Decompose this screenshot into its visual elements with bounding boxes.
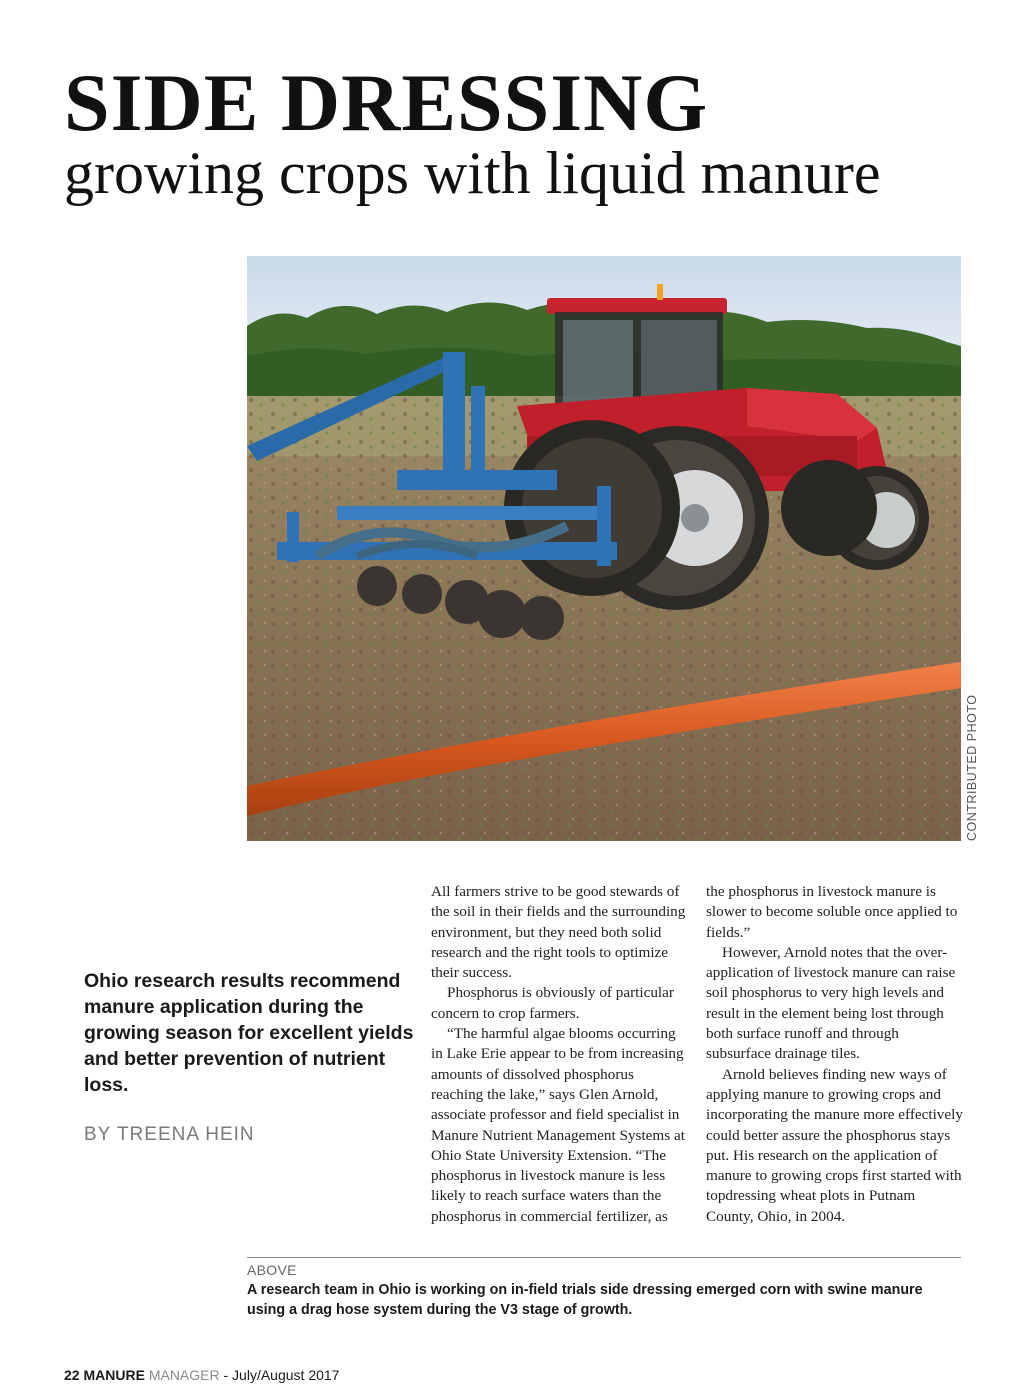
caption-label: ABOVE (247, 1262, 297, 1278)
body-column-2 (706, 882, 964, 1227)
subheadline: growing crops with liquid manure (64, 140, 881, 206)
photo-caption: A research team in Ohio is working on in-field trials side dressing emerged corn with swine manure using a drag hose system during the V3 stage of growth. (247, 1282, 923, 1318)
page-number: 22 (64, 1367, 80, 1383)
issue-date: - July/August 2017 (219, 1367, 340, 1383)
body-column-1 (431, 882, 689, 1227)
article-deck: Ohio research results recommend manure application during the growing season for excellent yields and better prevention of nutrient loss. (84, 970, 414, 1096)
byline: BY TREENA HEIN (84, 1124, 255, 1145)
page-footer (64, 1367, 339, 1383)
paragraph: Arnold believes finding new ways of applying manure to growing crops and incorporating the manure more effectively could better assure the phosphorus stays put. His research on the application of manure to growing crops first started with topdressing wheat plots in Putnam County, Ohio, in 2004. (706, 1065, 963, 1225)
paragraph: Phosphorus is obviously of particular concern to crop farmers. (431, 984, 674, 1022)
magazine-name-light: MANAGER (148, 1367, 220, 1383)
paragraph: However, Arnold notes that the over-application of livestock manure can raise soil phosphorus to very high levels and result in the element being lost through both surface runoff and through subsurface drainage tiles. (706, 943, 956, 1063)
paragraph: “The harmful algae blooms occurring in Lake Erie appear to be from increasing amounts of dissolved phosphorus reaching the lake,” says Glen Arnold, associate professor and field specialist in Manure Nutrient Management Systems at Ohio State University Extension. “The phosphorus in livestock manure is less likely to reach surface waters than the phosphorus in commercial fertilizer, as (431, 1025, 685, 1225)
paragraph: All farmers strive to be good stewards of the soil in their fields and the surrounding environment, but they need both solid research and the right tools to optimize their success. (431, 883, 686, 982)
magazine-name-bold: MANURE (83, 1367, 145, 1383)
headline: SIDE DRESSING (64, 57, 709, 148)
paragraph: the phosphorus in livestock manure is slower to become soluble once applied to fields.” (706, 883, 958, 941)
photo-credit: CONTRIBUTED PHOTO (965, 694, 979, 841)
caption-divider (247, 1257, 961, 1258)
tractor-photo (247, 256, 961, 841)
